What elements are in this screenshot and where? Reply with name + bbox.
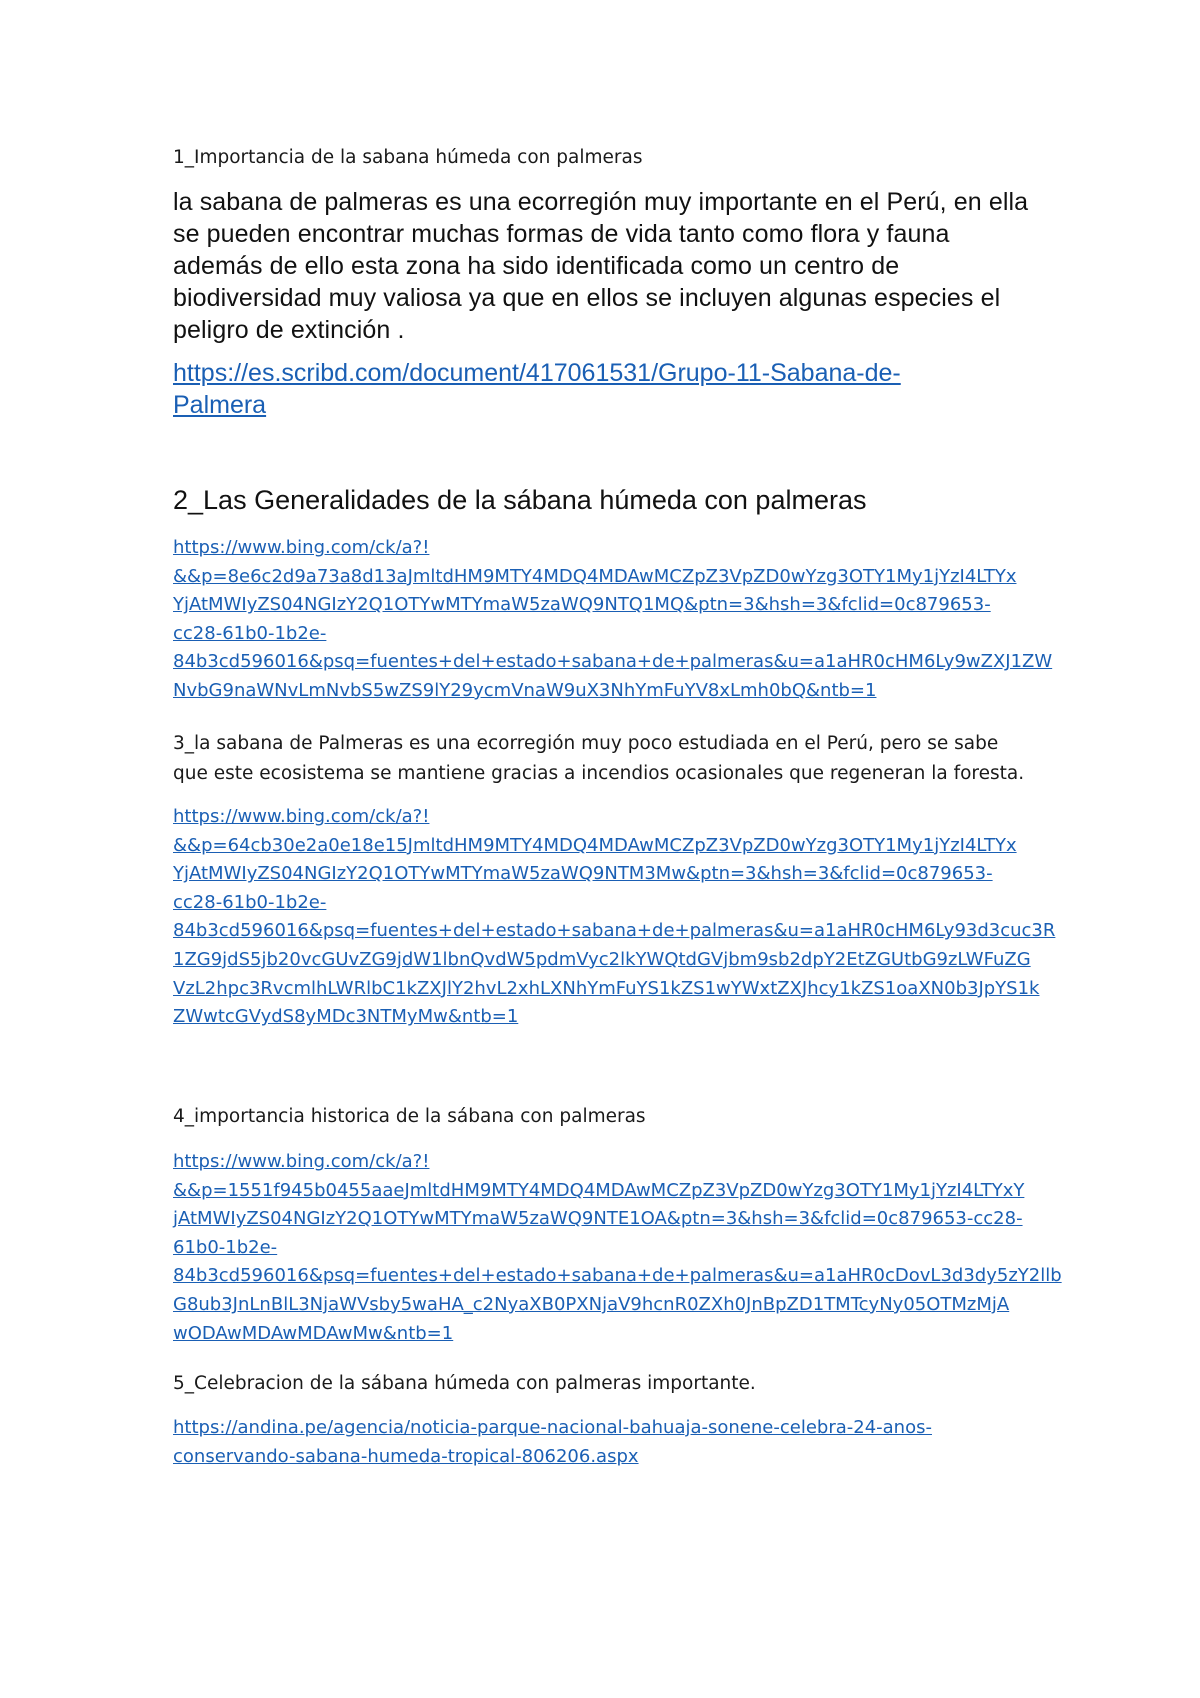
- section-4-link-line: jAtMWIyZS04NGIzY2Q1OTYwMTYmaW5zaWQ9NTE1OA&ptn=3&hsh=3&fclid=0c879653-cc28-: [173, 1208, 1023, 1230]
- section-2-link[interactable]: [173, 534, 1053, 706]
- section-1-paragraph: la sabana de palmeras es una ecorregión muy importante en el Perú, en ella se pueden encontrar muchas formas de vida tanto como flora y fauna además de ello esta zona ha sido identificada como un centro de biodiversidad muy valiosa ya que en ellos se incluyen algunas especies el peligro de extinción .: [173, 188, 1029, 344]
- section-3-link-line: cc28-61b0-1b2e-: [173, 891, 327, 913]
- section-4-link-line: https://www.bing.com/ck/a?!: [173, 1151, 430, 1172]
- section-4-link[interactable]: [173, 1148, 1062, 1348]
- section-5-link-line: conservando-sabana-humeda-tropical-806206.aspx: [173, 1445, 639, 1467]
- section-2-link-line: https://www.bing.com/ck/a?!: [173, 537, 430, 558]
- section-5-link[interactable]: [173, 1414, 1053, 1471]
- section-3-link[interactable]: [173, 803, 1056, 1032]
- section-3-link-line: &&p=64cb30e2a0e18e15JmltdHM9MTY4MDQ4MDAwMCZpZ3VpZD0wYzg3OTY1My1jYzI4LTYx: [173, 834, 1017, 856]
- section-3-link-line: VzL2hpc3RvcmlhLWRlbC1kZXJlY2hvL2xhLXNhYmFuYS1kZS1wYWxtZXJhcy1kZS1oaXN0b3JpYS1k: [173, 977, 1040, 999]
- section-1-link-line: https://es.scribd.com/document/417061531/Grupo-11-Sabana-de-: [173, 359, 901, 387]
- section-2-heading: 2_Las Generalidades de la sábana húmeda con palmeras: [173, 485, 867, 515]
- section-1-heading: 1_Importancia de la sabana húmeda con palmeras: [173, 147, 643, 168]
- section-3-paragraph: 3_la sabana de Palmeras es una ecorregión muy poco estudiada en el Perú, pero se sabe que este ecosistema se mantiene gracias a incendios ocasionales que regeneran la foresta.: [173, 733, 1025, 784]
- section-1-link-line: Palmera: [173, 391, 267, 419]
- section-2-link-line: YjAtMWIyZS04NGIzY2Q1OTYwMTYmaW5zaWQ9NTQ1MQ&ptn=3&hsh=3&fclid=0c879653-: [173, 594, 991, 616]
- section-3-link-line: 1ZG9jdS5jb20vcGUvZG9jdW1lbnQvdW5pdmVyc2lkYWQtdGVjbm9sb2dpY2EtZGUtbG9zLWFuZG: [173, 948, 1031, 970]
- section-1-link[interactable]: [173, 357, 1053, 421]
- section-4-link-line: 84b3cd596016&psq=fuentes+del+estado+sabana+de+palmeras&u=a1aHR0cDovL3d3dy5zY2llb: [173, 1265, 1062, 1287]
- section-4-link-line: wODAwMDAwMDAwMw&ntb=1: [173, 1322, 454, 1344]
- section-3-link-line: 84b3cd596016&psq=fuentes+del+estado+sabana+de+palmeras&u=a1aHR0cHM6Ly93d3cuc3R: [173, 920, 1056, 942]
- section-3-link-line: YjAtMWIyZS04NGIzY2Q1OTYwMTYmaW5zaWQ9NTM3Mw&ptn=3&hsh=3&fclid=0c879653-: [173, 863, 993, 885]
- section-5-link-line: https://andina.pe/agencia/noticia-parque-nacional-bahuaja-sonene-celebra-24-anos-: [173, 1417, 932, 1438]
- section-2-link-line: NvbG9naWNvLmNvbS5wZS9lY29ycmVnaW9uX3NhYmFuYV8xLmh0bQ&ntb=1: [173, 679, 877, 701]
- section-5-heading: 5_Celebracion de la sábana húmeda con palmeras importante.: [173, 1373, 756, 1394]
- section-4-link-line: G8ub3JnLnBlL3NjaWVsby5waHA_c2NyaXB0PXNjaV9hcnR0ZXh0JnBpZD1TMTcyNy05OTMzMjA: [173, 1293, 1010, 1315]
- section-4-link-line: 61b0-1b2e-: [173, 1236, 278, 1258]
- section-2-link-line: &&p=8e6c2d9a73a8d13aJmltdHM9MTY4MDQ4MDAwMCZpZ3VpZD0wYzg3OTY1My1jYzI4LTYx: [173, 565, 1017, 587]
- section-3-link-line: ZWwtcGVydS8yMDc3NTMyMw&ntb=1: [173, 1006, 519, 1028]
- section-3-link-line: https://www.bing.com/ck/a?!: [173, 806, 430, 827]
- section-4-link-line: &&p=1551f945b0455aaeJmltdHM9MTY4MDQ4MDAwMCZpZ3VpZD0wYzg3OTY1My1jYzI4LTYxY: [173, 1179, 1025, 1201]
- section-2-link-line: 84b3cd596016&psq=fuentes+del+estado+sabana+de+palmeras&u=a1aHR0cHM6Ly9wZXJ1ZW: [173, 651, 1053, 673]
- section-4-heading: 4_importancia historica de la sábana con palmeras: [173, 1106, 646, 1127]
- section-2-link-line: cc28-61b0-1b2e-: [173, 622, 327, 644]
